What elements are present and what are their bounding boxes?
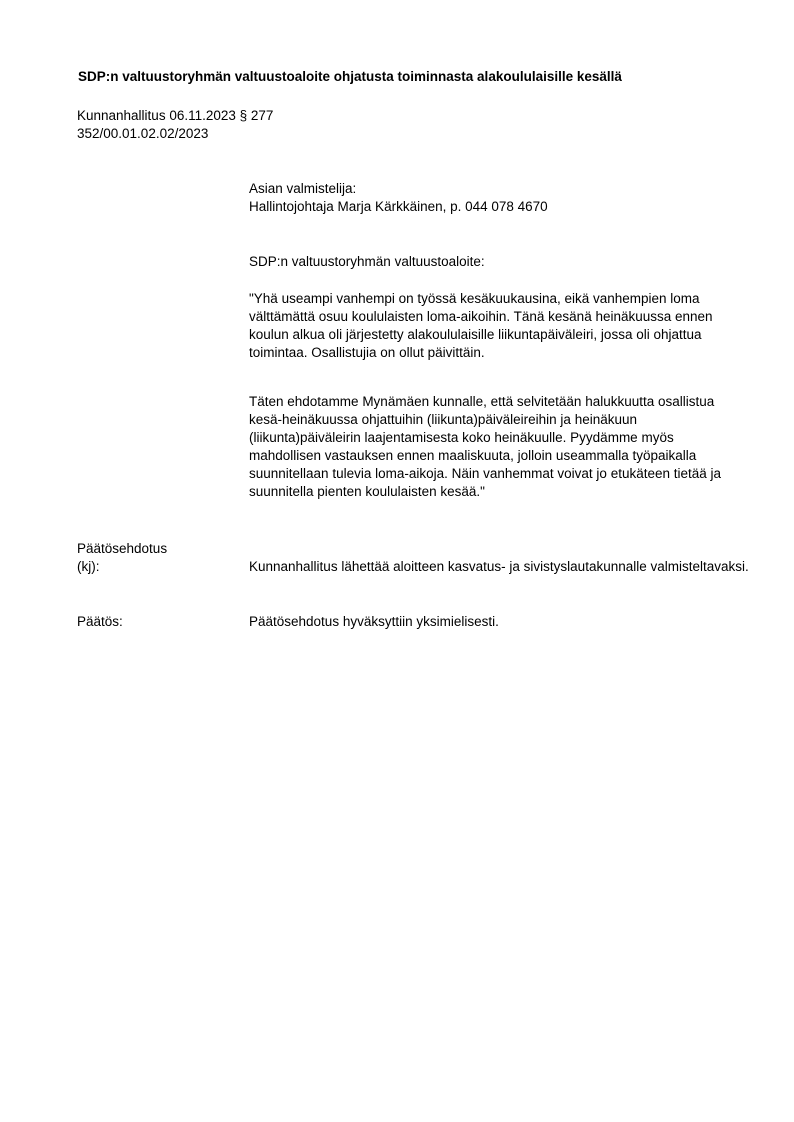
proposal-label [77, 540, 237, 576]
proposal-label-line1: Päätösehdotus [77, 541, 168, 556]
reference-number: 352/00.01.02.02/2023 [77, 126, 209, 141]
initiative-intro: SDP:n valtuustoryhmän valtuustoaloite: [249, 254, 485, 269]
decision-label: Päätös: [77, 614, 123, 629]
proposal-text: Kunnanhallitus lähettää aloitteen kasvatus- ja sivistyslautakunnalle valmisteltavaksi. [249, 559, 749, 574]
quote-paragraph-2: Täten ehdotamme Mynämäen kunnalle, että selvitetään halukkuutta osallistua kesä-heinäkuussa ohjattuihin (liikunta)päiväleireihin ja heinäkuun (liikunta)päiväleirin laajentamisesta koko heinäkuulle. Pyydämme myös mahdollisen vastauksen ennen maaliskuuta, jolloin useammalla työpaikalla suunnitellaan tulevia loma-aikoja. Näin vanhemmat voivat jo etukäteen tietää ja suunnitella pienten koululaisten kesää." [249, 394, 722, 499]
proposal-label-line2: (kj): [77, 559, 100, 574]
meeting-meta [77, 107, 477, 143]
quote-paragraph-1: "Yhä useampi vanhempi on työssä kesäkuukausina, eikä vanhempien loma välttämättä osuu koululaisten loma-aikoihin. Tänä kesänä heinäkuussa ennen koulun alkua oli järjestetty alakoululaisille liikuntapäiväleiri, jossa oli ohjattua toimintaa. Osallistujia on ollut päivittäin. [249, 291, 713, 360]
document-title: SDP:n valtuustoryhmän valtuustoaloite ohjatusta toiminnasta alakoululaisille kesällä [78, 69, 622, 84]
meeting-line: Kunnanhallitus 06.11.2023 § 277 [77, 108, 274, 123]
preparer-block [249, 180, 749, 216]
preparer-label: Asian valmistelija: [249, 181, 357, 196]
preparer-name: Hallintojohtaja Marja Kärkkäinen, p. 044 078 4670 [249, 199, 548, 214]
decision-text: Päätösehdotus hyväksyttiin yksimielisesti. [249, 614, 499, 629]
